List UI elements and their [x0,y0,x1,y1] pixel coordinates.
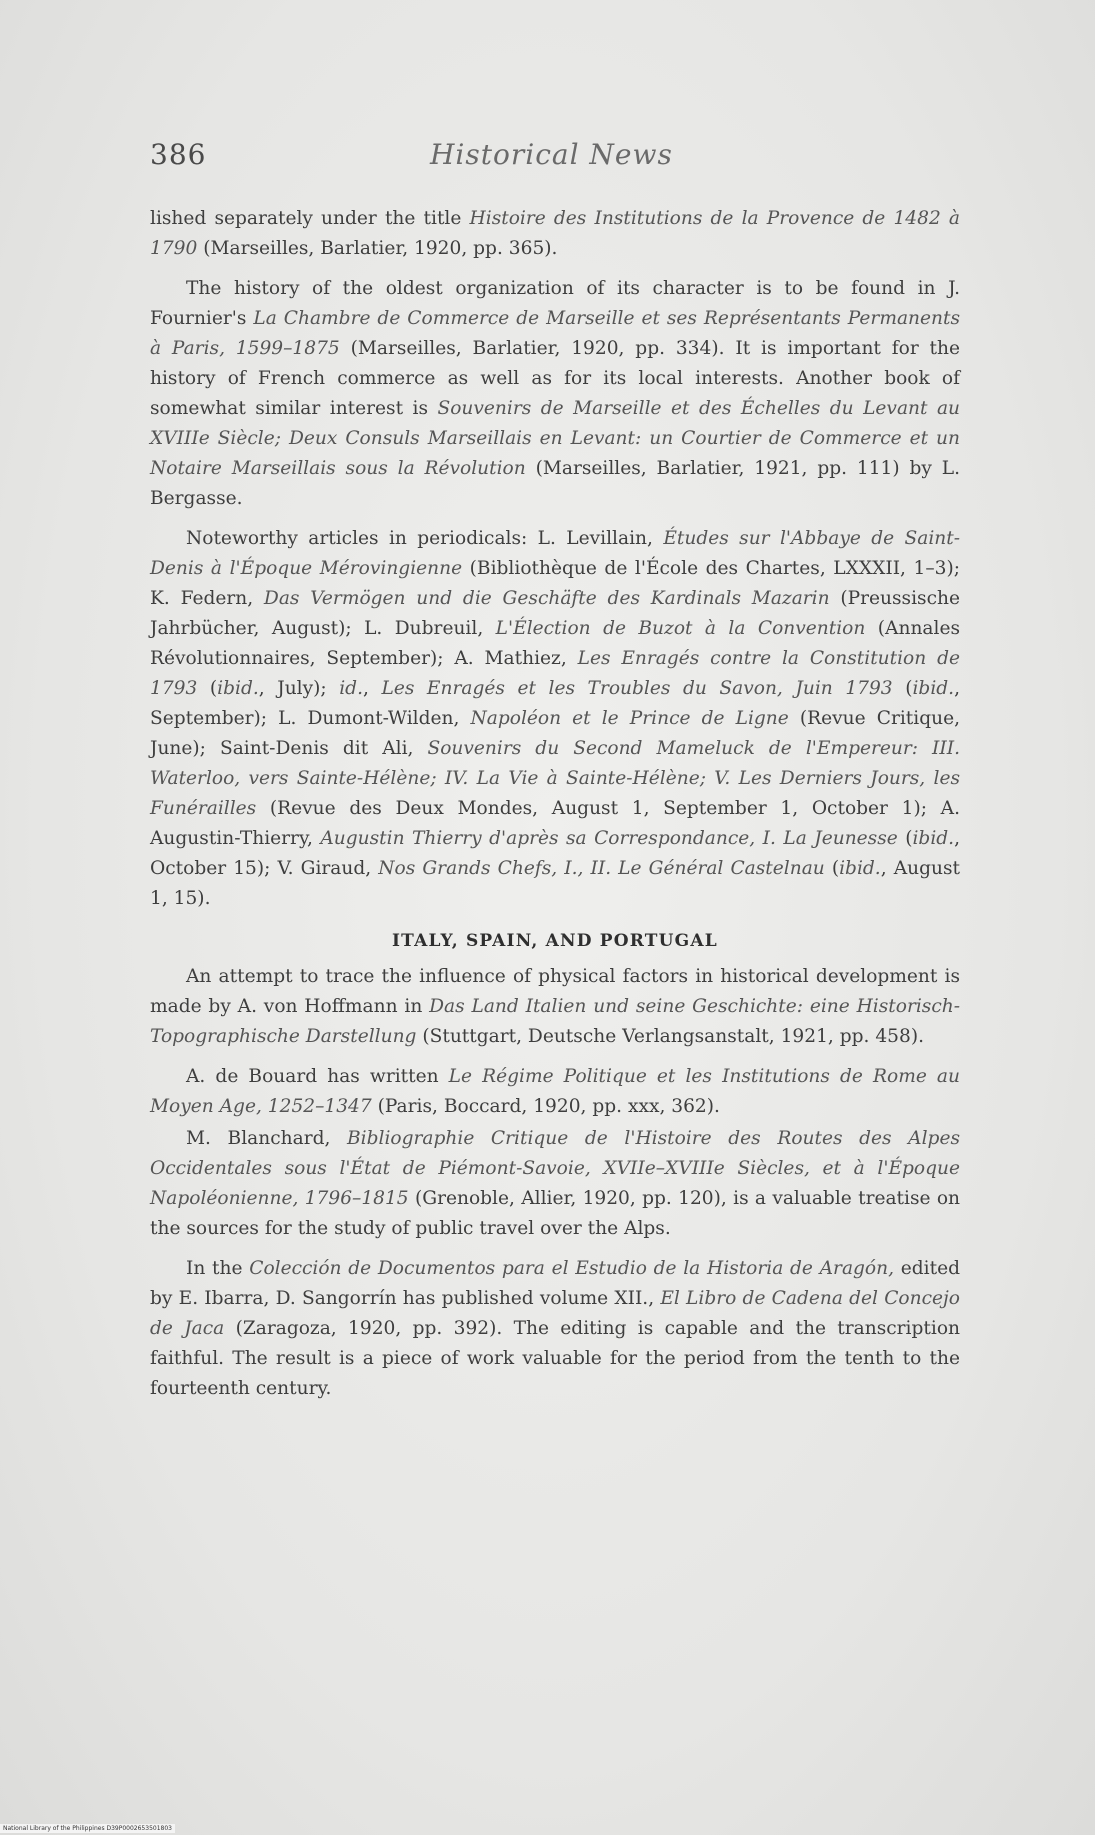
text-run: (Revue des Deux Mondes, August 1, September 1, October 1); A. Augustin-Thierry, [150,798,960,849]
text-run: An attempt to trace the influence of physical factors in historical development is made by A. von Hoffmann in [150,966,960,1017]
text-run: ( [892,678,913,699]
italic-title-run: Les Enragés et les Troubles du Savon, Juin 1793 [381,678,893,699]
library-stamp: National Library of the Philippines D39P0002653501803 [0,1824,175,1833]
text-run: (Annales Révolutionnaires, September); A. Mathiez, [150,618,960,669]
paragraph-bouard [150,1062,960,1122]
text-run: (Marseilles, Barlatier, 1921, pp. 111) by L. Bergasse. [150,458,960,509]
paragraph-blanchard [150,1124,960,1244]
paragraph-chamber-of-commerce [150,274,960,514]
text-run: (Preussische Jahrbücher, August); L. Dubreuil, [150,588,960,639]
text-run: , August 1, 15). [150,858,960,909]
text-run: ( [897,828,913,849]
italic-title-run: Études sur l'Abbaye de Saint-Denis à l'Époque Mérovingienne [150,528,961,579]
running-title: Historical News [430,138,673,171]
paragraph-aragon [150,1254,960,1404]
text-run: A. de Bouard has written [186,1066,449,1087]
italic-title-run: ibid. [912,828,955,849]
italic-title-run: Das Land Italien und seine Geschichte: eine Historisch-Topographische Darstellung [150,996,960,1047]
italic-title-run: Das Vermögen und die Geschäfte des Kardinals Mazarin [263,588,830,609]
italic-title-run: Souvenirs de Marseille et des Échelles du Levant au XVIIIe Siècle; Deux Consuls Marseillais en Levant: un Courtier de Commerce et un Notaire Marseillais sous la Révolution [150,398,961,479]
running-head [150,138,950,178]
text-run: , July); [258,678,340,699]
italic-title-run: Souvenirs du Second Mameluck de l'Empereur: III. Waterloo, vers Sainte-Hélène; IV. La Vie à Sainte-Hélène; V. Les Derniers Jours, les Funérailles [150,738,960,819]
text-run: ( [824,858,840,879]
text-run: Noteworthy articles in periodicals: L. Levillain, [186,528,664,549]
italic-title-run: Nos Grands Chefs, I., II. Le Général Castelnau [378,858,825,879]
italic-title-run: id. [339,678,363,699]
text-run: The history of the oldest organization of its character is to be found in J. Fournier's [150,278,960,329]
italic-title-run: Histoire des Institutions de la Provence de 1482 à 1790 [150,208,961,259]
text-run: (Grenoble, Allier, 1920, pp. 120), is a valuable treatise on the sources for the study of public travel over the Alps. [150,1188,961,1239]
text-run: , [362,678,382,699]
paragraph-periodicals [150,524,960,914]
text-run: (Zaragoza, 1920, pp. 392). The editing is capable and the transcription faithful. The result is a piece of work valuable for the period from the tenth to the fourteenth century. [150,1318,960,1399]
section-heading: ITALY, SPAIN, AND PORTUGAL [392,931,718,951]
italic-title-run: Napoléon et le Prince de Ligne [470,708,789,729]
italic-title-run: L'Élection de Buzot à la Convention [495,618,866,639]
italic-title-run: Les Enragés contre la Constitution de 1793 [150,648,960,699]
italic-title-run: El Libro de Cadena del Concejo de Jaca [150,1288,960,1339]
text-run: , September); L. Dumont-Wilden, [150,678,960,729]
paragraph-hoffmann [150,962,960,1052]
text-run: , October 15); V. Giraud, [150,828,961,879]
italic-title-run: ibid. [839,858,881,879]
italic-title-run: Colección de Documentos para el Estudio de la Historia de Aragón, [249,1258,895,1279]
text-run: (Marseilles, Barlatier, 1920, pp. 334). It is important for the history of French commerce as well as for its local interests. Another book of somewhat similar interest is [150,338,960,419]
text-run: (Stuttgart, Deutsche Verlangsanstalt, 1921, pp. 458). [416,1026,925,1047]
italic-title-run: ibid. [912,678,955,699]
text-run: (Marseilles, Barlatier, 1920, pp. 365). [197,238,558,259]
text-run: ( [197,678,218,699]
text-run: (Revue Critique, June); Saint-Denis dit Ali, [150,708,960,759]
text-run: In the [186,1258,250,1279]
italic-title-run: ibid. [217,678,259,699]
italic-title-run: La Chambre de Commerce de Marseille et ses Représentants Permanents à Paris, 1599–1875 [150,308,960,359]
text-run: M. Blanchard, [186,1128,348,1149]
text-run: (Paris, Boccard, 1920, pp. xxx, 362). [371,1096,720,1117]
paragraph-continuation [150,204,960,264]
article-body [150,204,960,1414]
italic-title-run: Augustin Thierry d'après sa Correspondance, I. La Jeunesse [320,828,898,849]
italic-title-run: Bibliographie Critique de l'Histoire des Routes des Alpes Occidentales sous l'État de Piémont-Savoie, XVIIe–XVIIIe Siècles, et à l'Époque Napoléonienne, 1796–1815 [150,1128,960,1209]
text-run: edited by E. Ibarra, D. Sangorrín has published volume XII., [150,1258,960,1309]
page-number: 386 [150,138,207,171]
text-run: lished separately under the title [150,208,470,229]
text-run: (Bibliothèque de l'École des Chartes, LXXXII, 1–3); K. Federn, [150,558,960,609]
italic-title-run: Le Régime Politique et les Institutions de Rome au Moyen Age, 1252–1347 [150,1066,960,1117]
